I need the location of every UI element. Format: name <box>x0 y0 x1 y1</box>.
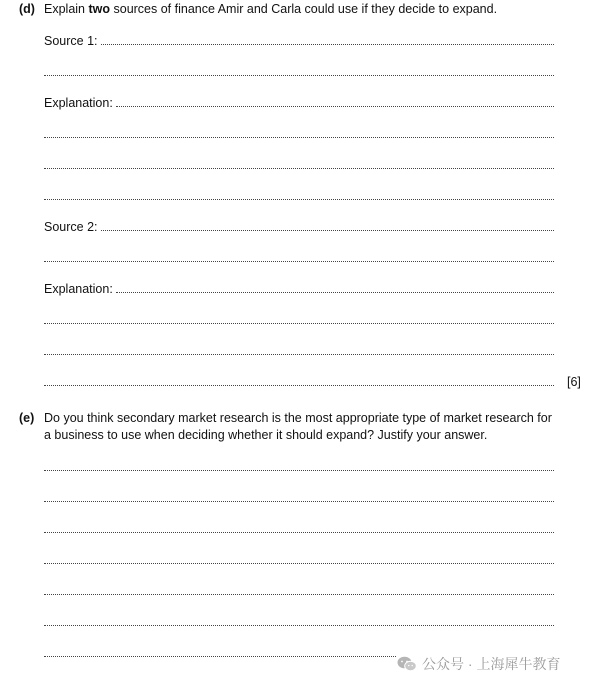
answer-line[interactable] <box>44 137 554 138</box>
source-2-label: Source 2: <box>44 220 98 234</box>
answer-line[interactable] <box>44 594 554 595</box>
answer-line[interactable] <box>44 261 554 262</box>
question-d-number: (d) <box>19 2 35 16</box>
question-e-number: (e) <box>19 411 35 425</box>
answer-line[interactable] <box>44 656 396 657</box>
answer-line[interactable] <box>44 75 554 76</box>
question-d-prompt-pre: Explain <box>44 2 89 16</box>
answer-line[interactable] <box>44 168 554 169</box>
answer-line[interactable] <box>44 470 554 471</box>
source-1-answer-line[interactable] <box>44 34 554 48</box>
explanation-2-answer-line[interactable] <box>44 282 554 296</box>
question-e-prompt-line-1: Do you think secondary market research is the most appropriate type of market research for <box>44 411 552 425</box>
source-1-label: Source 1: <box>44 34 98 48</box>
explanation-1-answer-line[interactable] <box>44 96 554 110</box>
question-d-prompt-post: sources of finance Amir and Carla could use if they decide to expand. <box>110 2 498 16</box>
answer-line[interactable] <box>44 532 554 533</box>
dotted-line <box>101 44 554 45</box>
wechat-icon <box>397 656 417 672</box>
source-2-answer-line[interactable] <box>44 220 554 234</box>
answer-line[interactable] <box>44 501 554 502</box>
answer-line[interactable] <box>44 625 554 626</box>
question-d-prompt-bold: two <box>88 2 111 16</box>
watermark <box>397 654 560 674</box>
answer-line[interactable] <box>44 563 554 564</box>
explanation-1-label: Explanation: <box>44 96 113 110</box>
question-e-prompt-line-2: a business to use when deciding whether it should expand? Justify your answer. <box>44 428 488 442</box>
dotted-line <box>116 106 554 107</box>
marks-label: [6] <box>567 375 581 389</box>
watermark-text: 公众号 · 上海犀牛教育 <box>422 656 561 672</box>
dotted-line <box>116 292 554 293</box>
question-d-prompt <box>44 2 497 16</box>
answer-line[interactable] <box>44 199 554 200</box>
answer-line[interactable] <box>44 385 554 386</box>
answer-line[interactable] <box>44 323 554 324</box>
answer-line[interactable] <box>44 354 554 355</box>
explanation-2-label: Explanation: <box>44 282 113 296</box>
dotted-line <box>101 230 554 231</box>
